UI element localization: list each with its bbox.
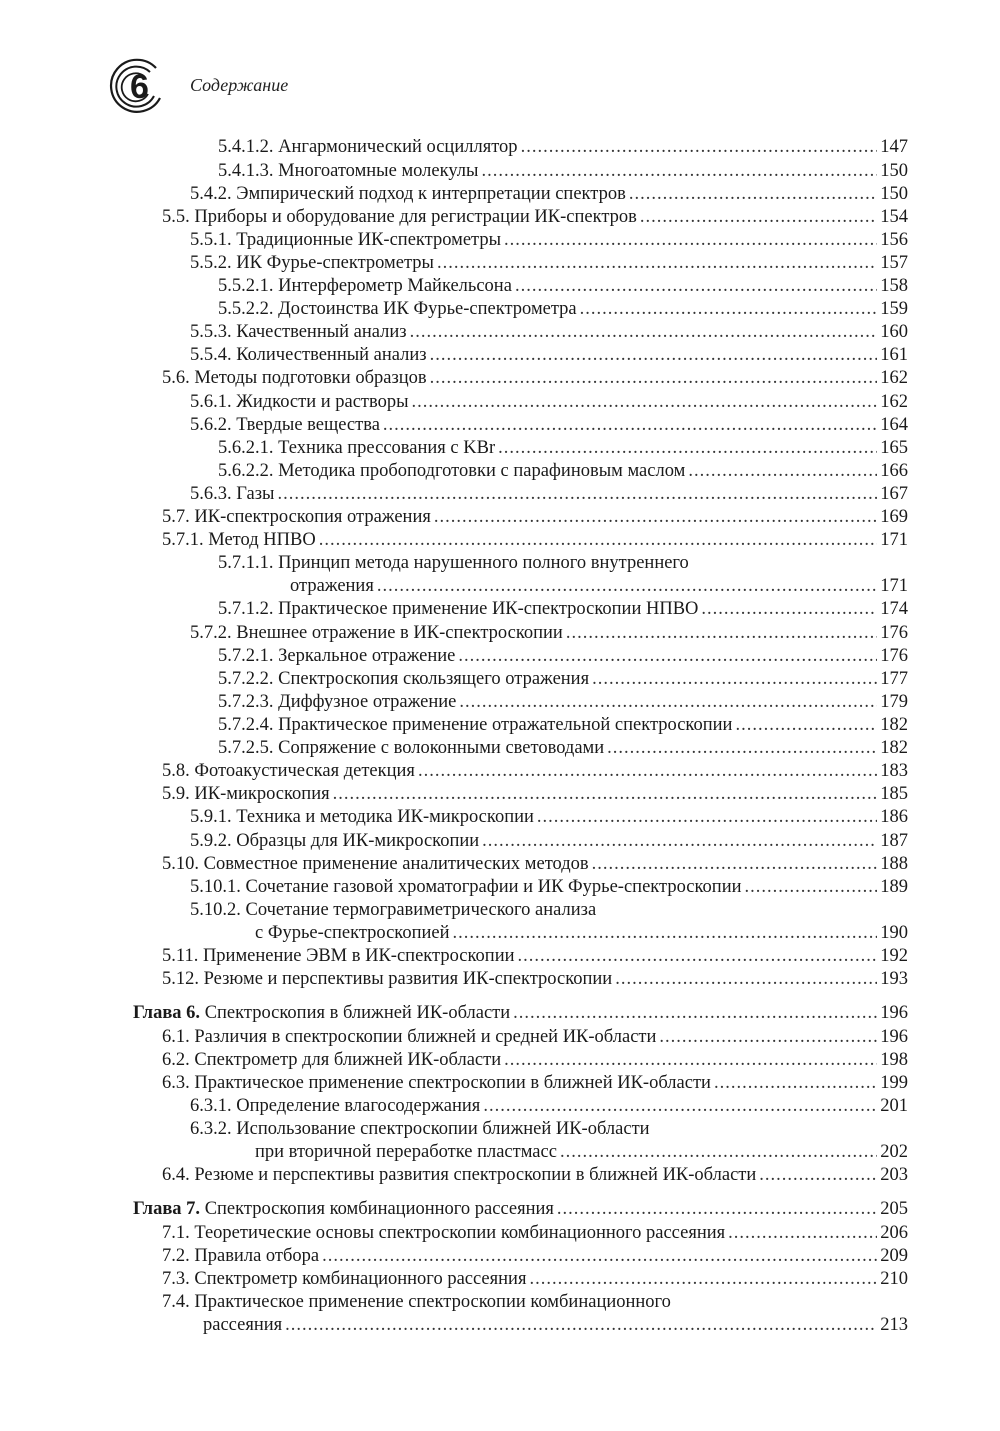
toc-entry[interactable]: [162, 1071, 908, 1095]
toc-entry[interactable]: [255, 921, 908, 945]
toc-entry-title: Спектроскопия комбинационного рассеяния: [204, 1199, 554, 1219]
toc-entry-page: 187: [880, 831, 908, 851]
toc-entry-page: 210: [880, 1269, 908, 1289]
dot-leader: [319, 528, 878, 552]
toc-entry-page: 206: [880, 1223, 908, 1243]
toc-entry-page: 167: [880, 484, 908, 504]
toc-entry[interactable]: [203, 1313, 908, 1337]
toc-entry-title: 5.5. Приборы и оборудование для регистрации ИК-спектров: [162, 207, 637, 227]
dot-leader: [592, 852, 878, 876]
toc-entry[interactable]: [162, 505, 908, 529]
toc-entry-page: 165: [880, 438, 908, 458]
toc-entry-title: 5.7.1. Метод НПВО: [162, 530, 316, 550]
toc-entry-page: 188: [880, 854, 908, 874]
dot-leader: [410, 320, 878, 344]
toc-entry-page: 182: [880, 738, 908, 758]
dot-leader: [434, 505, 877, 529]
toc-entry-continuation: отражения: [290, 576, 374, 596]
toc-entry-page: 161: [880, 345, 908, 365]
toc-entry-page: 174: [880, 599, 908, 619]
toc-entry[interactable]: [218, 297, 908, 321]
dot-leader: [437, 251, 877, 275]
toc-entry-page: 157: [880, 253, 908, 273]
toc-entry[interactable]: [218, 597, 908, 621]
toc-entry-title: 5.7.1.2. Практическое применение ИК-спектроскопии НПВО: [218, 599, 699, 619]
toc-entry-title: 5.7.2.1. Зеркальное отражение: [218, 646, 456, 666]
toc-entry-title[interactable]: 6.3.2. Использование спектроскопии ближней ИК-области: [190, 1119, 650, 1139]
toc-entry-page: 150: [880, 184, 908, 204]
toc-entry-continuation: при вторичной переработке пластмасс: [255, 1142, 557, 1162]
toc-entry[interactable]: [162, 366, 908, 390]
toc-entry-page: 202: [880, 1142, 908, 1162]
toc-entry-title: Спектроскопия в ближней ИК-области: [204, 1003, 511, 1023]
dot-leader: [418, 759, 877, 783]
toc-entry-page: 171: [880, 576, 908, 596]
toc-entry-title: 5.8. Фотоакустическая детекция: [162, 761, 415, 781]
toc-entry-continuation: рассеяния: [203, 1315, 283, 1335]
toc-entry[interactable]: [162, 852, 908, 876]
toc-entry-title: 5.9.1. Техника и методика ИК-микроскопии: [190, 807, 534, 827]
toc-entry-title: 6.4. Резюме и перспективы развития спектроскопии в ближней ИК-области: [162, 1165, 757, 1185]
toc-entry-title: 6.3. Практическое применение спектроскопии в ближней ИК-области: [162, 1073, 711, 1093]
toc-entry-title: 5.7. ИК-спектроскопия отражения: [162, 507, 431, 527]
toc-entry[interactable]: [218, 436, 908, 460]
toc-entry[interactable]: [190, 182, 908, 206]
dot-leader: [498, 436, 877, 460]
toc-entry[interactable]: [218, 736, 908, 760]
toc-entry[interactable]: [162, 1244, 908, 1268]
dot-leader: [483, 1094, 877, 1118]
toc-entry[interactable]: [190, 829, 908, 853]
toc-entry-page: 182: [880, 715, 908, 735]
toc-entry-title: 6.3.1. Определение влагосодержания: [190, 1096, 481, 1116]
toc-entry-title: 5.7.2.3. Диффузное отражение: [218, 692, 457, 712]
toc-entry[interactable]: [190, 413, 908, 437]
toc-entry-page: 196: [880, 1027, 908, 1047]
toc-entry-page: 179: [880, 692, 908, 712]
toc-entry-continuation: с Фурье-спектроскопией: [255, 923, 450, 943]
toc-entry-title: 5.9. ИК-микроскопия: [162, 784, 330, 804]
toc-entry-page: 193: [880, 969, 908, 989]
toc-entry[interactable]: [162, 759, 908, 783]
dot-leader: [430, 343, 878, 367]
toc-entry-title: 5.5.1. Традиционные ИК-спектрометры: [190, 230, 502, 250]
dot-leader: [592, 667, 877, 691]
chapter-label: Глава 6.: [133, 1003, 201, 1023]
toc-entry[interactable]: [190, 875, 908, 899]
dot-leader: [458, 644, 877, 668]
toc-entry-page: 177: [880, 669, 908, 689]
dot-leader: [566, 621, 877, 645]
toc-entry-page: 203: [880, 1165, 908, 1185]
toc-entry-page: 205: [880, 1199, 908, 1219]
toc-entry-title: 5.5.3. Качественный анализ: [190, 322, 407, 342]
toc-entry-page: 156: [880, 230, 908, 250]
dot-leader: [277, 482, 877, 506]
toc-entry-page: 150: [880, 161, 908, 181]
chapter-label: Глава 7.: [133, 1199, 201, 1219]
dot-leader: [322, 1244, 877, 1268]
dot-leader: [333, 782, 878, 806]
toc-entry[interactable]: [162, 1163, 908, 1187]
toc-entry-page: 147: [880, 137, 908, 157]
dot-leader: [481, 159, 877, 183]
toc-entry[interactable]: [190, 251, 908, 275]
toc-entry-title: 5.4.1.3. Многоатомные молекулы: [218, 161, 479, 181]
toc-entry-title[interactable]: 5.7.1.1. Принцип метода нарушенного полного внутреннего: [218, 553, 689, 573]
dot-leader: [557, 1197, 877, 1221]
dot-leader: [430, 366, 878, 390]
toc-entry-page: 198: [880, 1050, 908, 1070]
toc-entry-page: 169: [880, 507, 908, 527]
dot-leader: [759, 1163, 877, 1187]
toc-entry-page: 171: [880, 530, 908, 550]
toc-entry-title: 5.7.2. Внешнее отражение в ИК-спектроскопии: [190, 623, 563, 643]
dot-leader: [735, 713, 877, 737]
toc-entry-title: 5.6.2. Твердые вещества: [190, 415, 380, 435]
toc-entry[interactable]: [162, 944, 908, 968]
toc-entry-page: 196: [880, 1003, 908, 1023]
dot-leader: [640, 205, 877, 229]
toc-entry-title: 5.6.2.1. Техника прессования с KBr: [218, 438, 496, 458]
toc-entry-title: 5.7.2.5. Сопряжение с волоконными световодами: [218, 738, 605, 758]
toc-entry-title: 7.1. Теоретические основы спектроскопии комбинационного рассеяния: [162, 1223, 726, 1243]
toc-entry-page: 162: [880, 368, 908, 388]
toc-entry-title: 5.6. Методы подготовки образцов: [162, 368, 427, 388]
toc-entry-page: 185: [880, 784, 908, 804]
dot-leader: [383, 413, 877, 437]
toc-entry-page: 160: [880, 322, 908, 342]
dot-leader: [537, 805, 877, 829]
toc-entry[interactable]: [162, 528, 908, 552]
dot-leader: [412, 390, 878, 414]
toc-entry[interactable]: [190, 1094, 908, 1118]
toc-entry[interactable]: [218, 644, 908, 668]
toc-entry-title: 5.5.4. Количественный анализ: [190, 345, 427, 365]
toc-entry-page: 189: [880, 877, 908, 897]
toc-chapter-entry[interactable]: [133, 1197, 908, 1221]
toc-entry-title: 5.5.2.2. Достоинства ИК Фурье-спектрометра: [218, 299, 577, 319]
toc-entry-page: 158: [880, 276, 908, 296]
toc-entry-title: 5.4.2. Эмпирический подход к интерпретации спектров: [190, 184, 626, 204]
toc-entry-title: 5.7.2.2. Спектроскопия скользящего отражения: [218, 669, 590, 689]
toc-entry-page: 176: [880, 646, 908, 666]
dot-leader: [659, 1025, 877, 1049]
toc-entry[interactable]: [190, 343, 908, 367]
toc-entry[interactable]: [290, 574, 908, 598]
toc-entry-page: 183: [880, 761, 908, 781]
toc-entry[interactable]: [190, 320, 908, 344]
toc-entry[interactable]: [162, 1267, 908, 1291]
dot-leader: [504, 228, 877, 252]
dot-leader: [745, 875, 878, 899]
dot-leader: [521, 135, 878, 159]
toc-entry-title: 5.12. Резюме и перспективы развития ИК-спектроскопии: [162, 969, 613, 989]
toc-entry-title: 5.11. Применение ЭВМ в ИК-спектроскопии: [162, 946, 515, 966]
toc-entry[interactable]: [218, 459, 908, 483]
dot-leader: [728, 1221, 877, 1245]
dot-leader: [688, 459, 877, 483]
toc-entry-title: 5.6.2.2. Методика пробоподготовки с парафиновым маслом: [218, 461, 686, 481]
toc-entry-title: 7.2. Правила отбора: [162, 1246, 320, 1266]
toc-entry-title: 5.9.2. Образцы для ИК-микроскопии: [190, 831, 480, 851]
toc-entry-title: 5.4.1.2. Ангармонический осциллятор: [218, 137, 518, 157]
dot-leader: [515, 274, 877, 298]
toc-entry[interactable]: [218, 667, 908, 691]
toc-entry[interactable]: [162, 1025, 908, 1049]
page-header: [104, 58, 504, 118]
toc-entry-page: 190: [880, 923, 908, 943]
dot-leader: [701, 597, 877, 621]
toc-entry[interactable]: [162, 1048, 908, 1072]
toc-entry[interactable]: [190, 390, 908, 414]
toc-entry-title: 6.2. Спектрометр для ближней ИК-области: [162, 1050, 502, 1070]
toc-entry-title: 5.7.2.4. Практическое применение отражательной спектроскопии: [218, 715, 733, 735]
dot-leader: [285, 1313, 877, 1337]
toc-entry-page: 164: [880, 415, 908, 435]
toc-entry-page: 199: [880, 1073, 908, 1093]
toc-entry-page: 159: [880, 299, 908, 319]
dot-leader: [580, 297, 878, 321]
toc-entry-page: 186: [880, 807, 908, 827]
toc-entry[interactable]: [255, 1140, 908, 1164]
toc-entry[interactable]: [218, 159, 908, 183]
toc-entry[interactable]: [162, 967, 908, 991]
running-title: Содержание: [190, 75, 289, 95]
toc-entry[interactable]: [162, 782, 908, 806]
toc-entry-title: 5.6.1. Жидкости и растворы: [190, 392, 409, 412]
dot-leader: [714, 1071, 877, 1095]
toc-entry-page: 201: [880, 1096, 908, 1116]
dot-leader: [615, 967, 877, 991]
toc-entry-page: 166: [880, 461, 908, 481]
dot-leader: [453, 921, 878, 945]
toc-entry[interactable]: [218, 713, 908, 737]
toc-entry[interactable]: [218, 690, 908, 714]
toc-entry[interactable]: [162, 1221, 908, 1245]
toc-entry-page: 213: [880, 1315, 908, 1335]
dot-leader: [459, 690, 877, 714]
toc-entry[interactable]: [218, 274, 908, 298]
toc-entry[interactable]: [162, 205, 908, 229]
toc-entry[interactable]: [218, 135, 908, 159]
dot-leader: [529, 1267, 877, 1291]
toc-entry[interactable]: [190, 228, 908, 252]
dot-leader: [518, 944, 878, 968]
dot-leader: [482, 829, 877, 853]
dot-leader: [607, 736, 877, 760]
dot-leader: [560, 1140, 877, 1164]
toc-entry-page: 209: [880, 1246, 908, 1266]
toc-entry-title: 5.6.3. Газы: [190, 484, 275, 504]
toc-entry-title: 7.3. Спектрометр комбинационного рассеяния: [162, 1269, 527, 1289]
toc-entry[interactable]: [190, 621, 908, 645]
toc-entry[interactable]: [190, 482, 908, 506]
toc-entry-page: 162: [880, 392, 908, 412]
page-number: 6: [130, 68, 149, 106]
toc-entry-title: 5.5.2. ИК Фурье-спектрометры: [190, 253, 434, 273]
toc-entry-page: 176: [880, 623, 908, 643]
toc-entry-page: 154: [880, 207, 908, 227]
toc-chapter-entry[interactable]: [133, 1001, 908, 1025]
dot-leader: [377, 574, 877, 598]
toc-entry-title[interactable]: 5.10.2. Сочетание термогравиметрического анализа: [190, 900, 597, 920]
dot-leader: [629, 182, 877, 206]
toc-entry-title: 5.10. Совместное применение аналитических методов: [162, 854, 589, 874]
toc-entry-title: 6.1. Различия в спектроскопии ближней и средней ИК-области: [162, 1027, 657, 1047]
toc-entry[interactable]: [190, 805, 908, 829]
toc-entry-page: 192: [880, 946, 908, 966]
dot-leader: [513, 1001, 877, 1025]
dot-leader: [504, 1048, 877, 1072]
toc-entry-title: 5.10.1. Сочетание газовой хроматографии и ИК Фурье-спектроскопии: [190, 877, 742, 897]
toc-entry-title: 5.5.2.1. Интерферометр Майкельсона: [218, 276, 512, 296]
toc-entry-title[interactable]: 7.4. Практическое применение спектроскопии комбинационного: [162, 1292, 671, 1312]
